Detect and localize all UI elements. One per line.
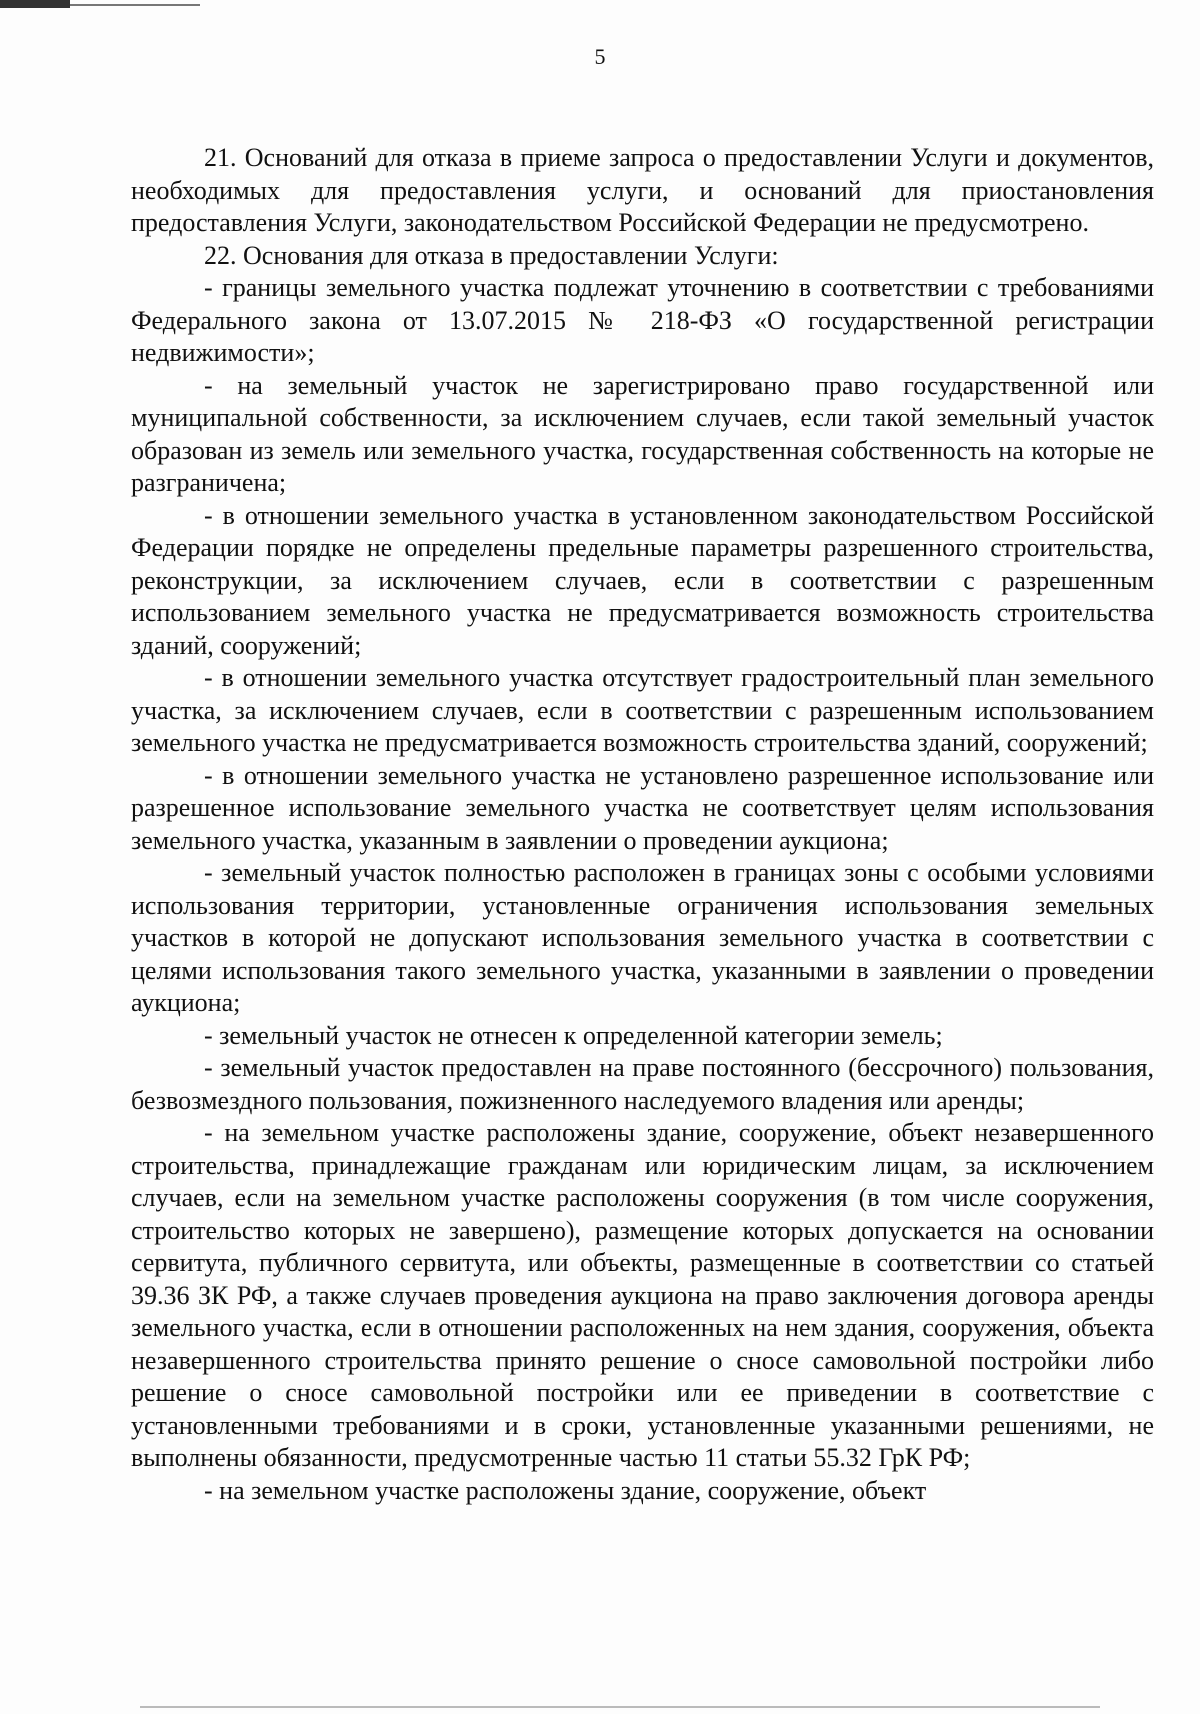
list-item: - в отношении земельного участка в установленном законодательством Российской Федерации порядке не определены предельные параметры разрешенного строительства, реконструкции, за исключением случаев, если в соответствии с разрешенным использованием земельного участка не предусматривается возможность строительства зданий, сооружений;	[131, 500, 1154, 660]
list-item: - в отношении земельного участка не установлено разрешенное использование или разрешенное использование земельного участка не соответствует целям использования земельного участка, указанным в заявлении о проведении аукциона;	[131, 760, 1154, 855]
list-item: - земельный участок не отнесен к определенной категории земель;	[204, 1020, 943, 1050]
scan-edge-mark	[0, 0, 70, 8]
document-body	[131, 142, 1154, 1507]
scan-edge-line	[70, 4, 200, 6]
list-item: - в отношении земельного участка отсутствует градостроительный план земельного участка, за исключением случаев, если в соответствии с разрешенным использованием земельного участка не предусматривается возможность строительства зданий, сооружений;	[131, 663, 1154, 757]
paragraph-22: 22. Основания для отказа в предоставлении Услуги:	[204, 240, 779, 270]
scan-bottom-line	[140, 1706, 1100, 1708]
list-item: - на земельном участке расположены здание, сооружение, объект незавершенного строительства, принадлежащие гражданам или юридическим лицам, за исключением случаев, если на земельном участке расположены сооружения (в том числе сооружения, строительство которых не завершено), размещение которых допускается на основании сервитута, публичного сервитута, или объекты, размещенные в соответствии со статьей 39.36 ЗК РФ, а также случаев проведения аукциона на право заключения договора аренды земельного участка, если в отношении расположенных на нем здания, сооружения, объекта незавершенного строительства принято решение о сносе самовольной постройки либо решение о сносе самовольной постройки или ее приведении в соответствие с установленными требованиями и в сроки, установленные указанными решениями, не выполнены обязанности, предусмотренные частью 11 статьи 55.32 ГрК РФ;	[131, 1118, 1154, 1472]
list-item: - земельный участок предоставлен на праве постоянного (бессрочного) пользования, безвозмездного пользования, пожизненного наследуемого владения или аренды;	[131, 1053, 1154, 1115]
list-item: - земельный участок полностью расположен в границах зоны с особыми условиями использования территории, установленные ограничения использования земельных участков в которой не допускают использования земельного участка в соответствии с целями использования такого земельного участка, указанными в заявлении о проведении аукциона;	[131, 858, 1154, 1017]
paragraph-21: 21. Оснований для отказа в приеме запроса о предоставлении Услуги и документов, необходимых для предоставления услуги, и оснований для приостановления предоставления Услуги, законодательством Российской Федерации не предусмотрено.	[131, 143, 1154, 237]
list-item: - на земельный участок не зарегистрировано право государственной или муниципальной собственности, за исключением случаев, если такой земельный участок образован из земель или земельного участка, государственная собственность на которые не разграничена;	[131, 370, 1154, 497]
list-item: - границы земельного участка подлежат уточнению в соответствии с требованиями Федерального закона от 13.07.2015 № 218-ФЗ «О государственной регистрации недвижимости»;	[131, 273, 1154, 367]
page-number: 5	[594, 44, 606, 69]
list-item: - на земельном участке расположены здание, сооружение, объект	[204, 1475, 927, 1505]
